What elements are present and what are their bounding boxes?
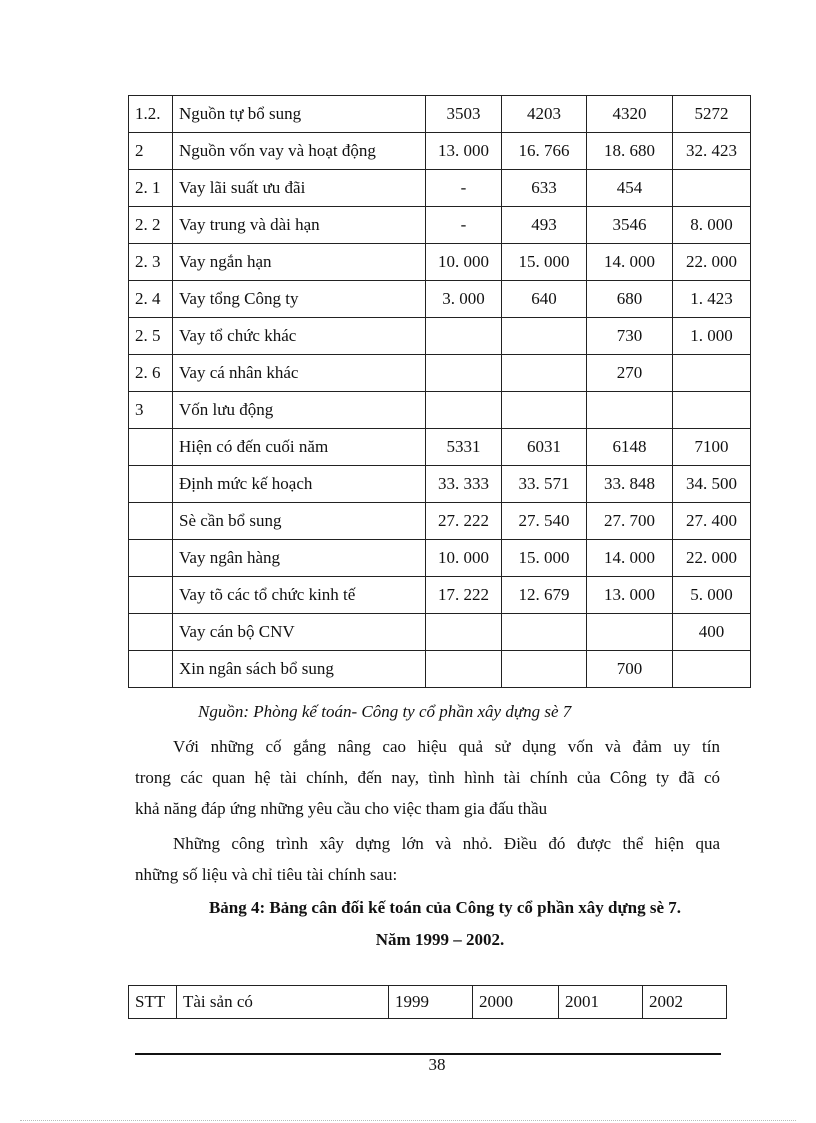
value-cell: 15. 000 — [502, 244, 587, 281]
row-label-cell: Vay trung và dài hạn — [173, 207, 426, 244]
paragraph-financial-status — [135, 731, 720, 824]
value-cell: 18. 680 — [587, 133, 673, 170]
value-cell — [673, 170, 751, 207]
row-label-cell: Sè cần bổ sung — [173, 503, 426, 540]
value-cell: 270 — [587, 355, 673, 392]
value-cell: 16. 766 — [502, 133, 587, 170]
value-cell — [673, 651, 751, 688]
value-cell: 13. 000 — [426, 133, 502, 170]
row-index-cell — [129, 577, 173, 614]
table-row — [129, 355, 751, 392]
table-row — [129, 614, 751, 651]
row-index-cell — [129, 540, 173, 577]
row-index-cell: 2. 2 — [129, 207, 173, 244]
balance-sheet-table — [128, 985, 727, 1019]
value-cell: 730 — [587, 318, 673, 355]
table-row — [129, 170, 751, 207]
value-cell: 33. 333 — [426, 466, 502, 503]
row-index-cell: 2. 4 — [129, 281, 173, 318]
value-cell: 33. 848 — [587, 466, 673, 503]
value-cell: 33. 571 — [502, 466, 587, 503]
paragraph-line: Những công trình xây dựng lớn và nhỏ. Điều đó được thể hiện qua — [173, 834, 720, 853]
header-cell: Tài sản có — [177, 986, 389, 1019]
value-cell: 454 — [587, 170, 673, 207]
value-cell — [587, 392, 673, 429]
row-label-cell: Vay tổng Công ty — [173, 281, 426, 318]
header-cell: 1999 — [389, 986, 473, 1019]
row-label-cell: Nguồn vốn vay và hoạt động — [173, 133, 426, 170]
table-row — [129, 503, 751, 540]
header-cell: 2002 — [643, 986, 727, 1019]
value-cell: 640 — [502, 281, 587, 318]
table-row — [129, 244, 751, 281]
page-number: 38 — [428, 1055, 446, 1074]
table-title: Bảng 4: Bảng cân đối kế toán của Công ty cổ phần xây dựng sè 7. — [208, 898, 682, 917]
value-cell: 15. 000 — [502, 540, 587, 577]
value-cell: 8. 000 — [673, 207, 751, 244]
page-edge-divider — [20, 1120, 796, 1121]
value-cell: 4203 — [502, 96, 587, 133]
row-label-cell: Nguồn tự bổ sung — [173, 96, 426, 133]
value-cell — [426, 614, 502, 651]
paragraph-line: khả năng đáp ứng những yêu cầu cho việc tham gia đấu thầu — [135, 799, 548, 818]
value-cell: 7100 — [673, 429, 751, 466]
value-cell: 3. 000 — [426, 281, 502, 318]
value-cell — [426, 651, 502, 688]
header-cell: STT — [129, 986, 177, 1019]
source-note: Nguồn: Phòng kế toán- Công ty cổ phần xây dựng sè 7 — [198, 702, 572, 721]
table-row — [129, 651, 751, 688]
row-label-cell: Vay cá nhân khác — [173, 355, 426, 392]
value-cell: 680 — [587, 281, 673, 318]
value-cell: 14. 000 — [587, 540, 673, 577]
row-label-cell: Vay ngân hàng — [173, 540, 426, 577]
capital-sources-table — [128, 95, 751, 688]
value-cell: - — [426, 170, 502, 207]
row-index-cell — [129, 614, 173, 651]
value-cell — [502, 318, 587, 355]
value-cell: 13. 000 — [587, 577, 673, 614]
row-label-cell: Vay ngắn hạn — [173, 244, 426, 281]
table-row — [129, 96, 751, 133]
row-label-cell: Hiện có đến cuối năm — [173, 429, 426, 466]
table-row — [129, 392, 751, 429]
value-cell: 633 — [502, 170, 587, 207]
value-cell — [673, 392, 751, 429]
value-cell — [502, 614, 587, 651]
table-row — [129, 429, 751, 466]
row-index-cell — [129, 503, 173, 540]
value-cell: 17. 222 — [426, 577, 502, 614]
value-cell — [502, 651, 587, 688]
row-label-cell: Xin ngân sách bổ sung — [173, 651, 426, 688]
value-cell — [587, 614, 673, 651]
row-index-cell: 1.2. — [129, 96, 173, 133]
paragraph-line: những số liệu và chỉ tiêu tài chính sau: — [135, 865, 398, 884]
row-index-cell: 2 — [129, 133, 173, 170]
value-cell — [426, 318, 502, 355]
value-cell: 5. 000 — [673, 577, 751, 614]
table-row — [129, 281, 751, 318]
value-cell: 12. 679 — [502, 577, 587, 614]
table-row — [129, 133, 751, 170]
value-cell: - — [426, 207, 502, 244]
row-index-cell — [129, 429, 173, 466]
value-cell: 6031 — [502, 429, 587, 466]
row-label-cell: Vay tõ các tổ chức kinh tế — [173, 577, 426, 614]
value-cell: 10. 000 — [426, 244, 502, 281]
table-row — [129, 577, 751, 614]
value-cell: 22. 000 — [673, 540, 751, 577]
header-cell: 2001 — [559, 986, 643, 1019]
table-row — [129, 540, 751, 577]
value-cell: 27. 222 — [426, 503, 502, 540]
row-index-cell: 2. 5 — [129, 318, 173, 355]
row-label-cell: Vốn lưu động — [173, 392, 426, 429]
row-label-cell: Vay cán bộ CNV — [173, 614, 426, 651]
row-index-cell — [129, 651, 173, 688]
paragraph-line: Với những cố gắng nâng cao hiệu quả sử dụng vốn và đảm uy tín — [173, 737, 720, 756]
header-cell: 2000 — [473, 986, 559, 1019]
row-label-cell: Vay tổ chức khác — [173, 318, 426, 355]
value-cell — [426, 355, 502, 392]
value-cell — [502, 355, 587, 392]
table-header-row — [129, 986, 727, 1019]
value-cell: 1. 423 — [673, 281, 751, 318]
paragraph-line: trong các quan hệ tài chính, đến nay, tình hình tài chính của Công ty đã có — [135, 768, 720, 787]
value-cell: 27. 400 — [673, 503, 751, 540]
value-cell: 1. 000 — [673, 318, 751, 355]
value-cell: 4320 — [587, 96, 673, 133]
row-label-cell: Định mức kế hoạch — [173, 466, 426, 503]
value-cell: 10. 000 — [426, 540, 502, 577]
value-cell: 5331 — [426, 429, 502, 466]
paragraph-projects — [135, 828, 720, 890]
table-row — [129, 318, 751, 355]
value-cell — [426, 392, 502, 429]
value-cell: 27. 540 — [502, 503, 587, 540]
value-cell: 493 — [502, 207, 587, 244]
value-cell: 14. 000 — [587, 244, 673, 281]
row-label-cell: Vay lãi suất ưu đãi — [173, 170, 426, 207]
value-cell: 5272 — [673, 96, 751, 133]
value-cell — [502, 392, 587, 429]
value-cell: 34. 500 — [673, 466, 751, 503]
row-index-cell: 2. 3 — [129, 244, 173, 281]
value-cell: 3546 — [587, 207, 673, 244]
value-cell: 32. 423 — [673, 133, 751, 170]
value-cell: 700 — [587, 651, 673, 688]
table-subtitle: Năm 1999 – 2002. — [375, 930, 505, 949]
table-row — [129, 207, 751, 244]
row-index-cell — [129, 466, 173, 503]
capital-sources-table-body — [129, 96, 751, 688]
value-cell: 400 — [673, 614, 751, 651]
value-cell: 3503 — [426, 96, 502, 133]
table-row — [129, 466, 751, 503]
value-cell: 6148 — [587, 429, 673, 466]
value-cell — [673, 355, 751, 392]
value-cell: 22. 000 — [673, 244, 751, 281]
row-index-cell: 3 — [129, 392, 173, 429]
value-cell: 27. 700 — [587, 503, 673, 540]
row-index-cell: 2. 1 — [129, 170, 173, 207]
row-index-cell: 2. 6 — [129, 355, 173, 392]
